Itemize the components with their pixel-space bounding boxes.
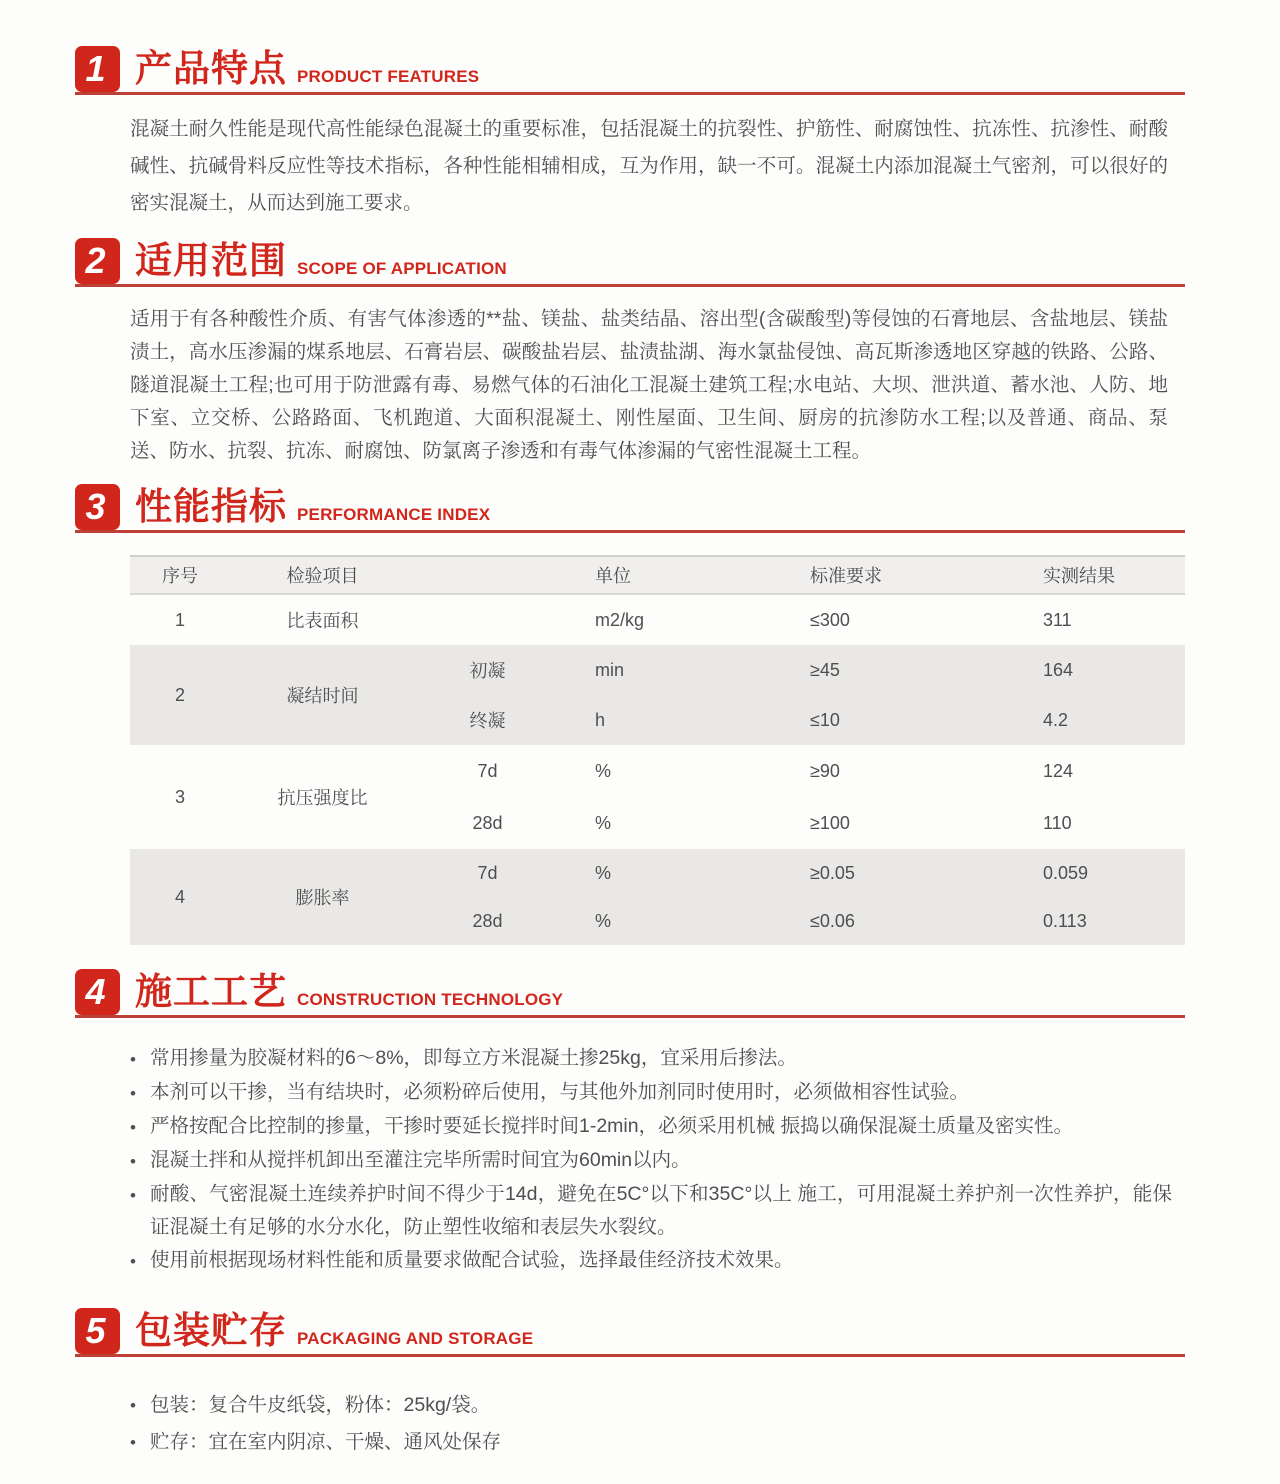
list-item <box>130 1110 1172 1144</box>
section-paragraph: 适用于有各种酸性介质、有害气体渗透的**盐、镁盐、盐类结晶、溶出型(含碳酸型)等侵蚀的石膏地层、含盐地层、镁盐渍土，高水压渗漏的煤系地层、石膏岩层、碳酸盐岩层、盐渍盐湖、海水氯盐侵蚀、高瓦斯渗透地区穿越的铁路、公路、隧道混凝土工程;也可用于防泄露有毒、易燃气体的石油化工混凝土建筑工程;水电站、大坝、泄洪道、蓄水池、人防、地下室、立交桥、公路路面、飞机跑道、大面积混凝土、刚性屋面、卫生间、厨房的抗渗防水工程;以及普通、商品、泵送、防水、抗裂、抗冻、耐腐蚀、防氯离子渗透和有毒气体渗漏的气密性混凝土工程。 <box>130 308 1168 462</box>
cell-requirement: ≤0.06 <box>810 910 855 931</box>
section-number-badge <box>75 1308 120 1354</box>
section-header <box>75 484 1185 533</box>
bullet-icon: • <box>130 1084 136 1103</box>
cell-no: 4 <box>174 886 185 907</box>
col-header-sub <box>415 557 560 593</box>
section-number: 4 <box>85 971 106 1012</box>
cell-requirement: ≤10 <box>810 709 840 730</box>
col-header-result: 实测结果 <box>1043 566 1115 586</box>
cell-requirement: ≤300 <box>810 609 850 630</box>
table-row <box>130 745 1185 849</box>
bullet-text: 耐酸、气密混凝土连续养护时间不得少于14d，避免在5C°以下和35C°以上 施工，可用混凝土养护剂一次性养护，能保证混凝土有足够的水分水化，防止塑性收缩和表层失水裂纹。 <box>150 1183 1172 1238</box>
cell-item: 比表面积 <box>286 611 359 631</box>
list-item <box>130 1076 1172 1110</box>
col-header-item: 检验项目 <box>286 566 359 586</box>
cell-requirement: ≥0.05 <box>810 862 855 883</box>
table-row <box>130 645 1185 745</box>
cell-requirement: ≥45 <box>810 659 840 680</box>
cell-item: 抗压强度比 <box>277 788 368 808</box>
cell-result: 4.2 <box>1043 709 1069 730</box>
section-header <box>75 238 1185 287</box>
col-header-no: 序号 <box>162 566 198 586</box>
section-number: 5 <box>85 1310 106 1351</box>
section-performance-index <box>75 484 1185 945</box>
bullet-icon: • <box>130 1252 136 1271</box>
cell-sub: 28d <box>472 812 503 833</box>
performance-table <box>130 555 1185 945</box>
section-title-en: PRODUCT FEATURES <box>297 67 480 86</box>
section-title-zh: 性能指标 <box>135 486 287 528</box>
cell-sub: 7d <box>477 760 498 781</box>
cell-result: 311 <box>1043 609 1072 630</box>
col-header-requirement: 标准要求 <box>810 566 882 586</box>
cell-no: 2 <box>174 684 185 705</box>
cell-unit: m2/kg <box>595 609 645 630</box>
col-header-unit: 单位 <box>595 566 631 586</box>
cell-sub: 终凝 <box>469 711 506 731</box>
cell-unit: % <box>595 910 612 931</box>
table-header-row <box>130 555 1185 595</box>
table-row <box>130 849 1185 945</box>
section-number-badge <box>75 484 120 530</box>
section-header <box>75 969 1185 1018</box>
cell-no: 3 <box>174 786 185 807</box>
bullet-text: 常用掺量为胶凝材料的6～8%，即每立方米混凝土掺25kg，宜采用后掺法。 <box>150 1047 797 1069</box>
bullet-text: 使用前根据现场材料性能和质量要求做配合试验，选择最佳经济技术效果。 <box>150 1249 794 1271</box>
section-number: 1 <box>85 48 106 89</box>
list-item <box>130 1144 1172 1178</box>
section-title-zh: 包装贮存 <box>135 1310 287 1352</box>
section-number: 2 <box>85 240 106 281</box>
cell-requirement: ≥90 <box>810 760 840 781</box>
cell-unit: % <box>595 812 612 833</box>
cell-requirement: ≥100 <box>810 812 850 833</box>
table-row <box>130 595 1185 645</box>
packaging-bullet-list <box>130 1387 1172 1461</box>
bullet-icon: • <box>130 1396 136 1415</box>
cell-no: 1 <box>174 609 185 630</box>
cell-item: 膨胀率 <box>295 888 350 908</box>
section-construction-technology <box>75 969 1185 1278</box>
cell-unit: % <box>595 760 612 781</box>
bullet-text: 本剂可以干掺，当有结块时，必须粉碎后使用，与其他外加剂同时使用时，必须做相容性试验。 <box>150 1081 970 1103</box>
bullet-icon: • <box>130 1118 136 1137</box>
cell-sub: 7d <box>477 862 498 883</box>
section-paragraph: 混凝土耐久性能是现代高性能绿色混凝土的重要标准，包括混凝土的抗裂性、护筋性、耐腐蚀性、抗冻性、抗渗性、耐酸碱性、抗碱骨料反应性等技术指标，各种性能相辅相成，互为作用，缺一不可。混凝土内添加混凝土气密剂，可以很好的密实混凝土，从而达到施工要求。 <box>130 118 1168 214</box>
cell-sub: 28d <box>472 910 503 931</box>
section-scope-of-application <box>75 238 1185 468</box>
cell-sub: 初凝 <box>469 661 506 681</box>
section-number: 3 <box>85 486 106 527</box>
cell-unit: % <box>595 862 612 883</box>
construction-bullet-list <box>130 1042 1172 1278</box>
section-title-zh: 产品特点 <box>135 48 287 90</box>
bullet-icon: • <box>130 1186 136 1205</box>
cell-result: 0.113 <box>1043 910 1087 931</box>
list-item <box>130 1424 1172 1461</box>
bullet-text: 贮存：宜在室内阴凉、干燥、通风处保存 <box>150 1431 502 1453</box>
bullet-icon: • <box>130 1050 136 1069</box>
bullet-text: 包装：复合牛皮纸袋，粉体：25kg/袋。 <box>150 1394 491 1416</box>
cell-result: 0.059 <box>1043 862 1089 883</box>
section-title-zh: 施工工艺 <box>135 971 287 1013</box>
section-number-badge <box>75 46 120 92</box>
bullet-text: 严格按配合比控制的掺量，干掺时要延长搅拌时间1-2min，必须采用机械 振捣以确保混凝土质量及密实性。 <box>150 1115 1074 1137</box>
cell-sub <box>415 595 560 645</box>
list-item <box>130 1387 1172 1424</box>
bullet-icon: • <box>130 1152 136 1171</box>
bullet-text: 混凝土拌和从搅拌机卸出至灌注完毕所需时间宜为60min以内。 <box>150 1149 691 1171</box>
section-packaging-and-storage <box>75 1308 1185 1461</box>
section-header <box>75 1308 1185 1357</box>
section-title-zh: 适用范围 <box>135 240 287 282</box>
cell-unit: h <box>595 709 606 730</box>
cell-item: 凝结时间 <box>286 686 359 706</box>
bullet-icon: • <box>130 1433 136 1452</box>
cell-result: 110 <box>1043 812 1072 833</box>
cell-unit: min <box>595 659 625 680</box>
cell-result: 164 <box>1043 659 1074 680</box>
section-title-en: PACKAGING AND STORAGE <box>297 1329 534 1348</box>
section-header <box>75 46 1185 95</box>
list-item <box>130 1244 1172 1278</box>
cell-result: 124 <box>1043 760 1074 781</box>
section-number-badge <box>75 969 120 1015</box>
section-product-features <box>75 46 1185 222</box>
list-item <box>130 1042 1172 1076</box>
list-item <box>130 1178 1172 1244</box>
section-title-en: CONSTRUCTION TECHNOLOGY <box>297 990 564 1009</box>
section-number-badge <box>75 238 120 284</box>
section-title-en: SCOPE OF APPLICATION <box>297 259 507 278</box>
section-title-en: PERFORMANCE INDEX <box>297 505 491 524</box>
